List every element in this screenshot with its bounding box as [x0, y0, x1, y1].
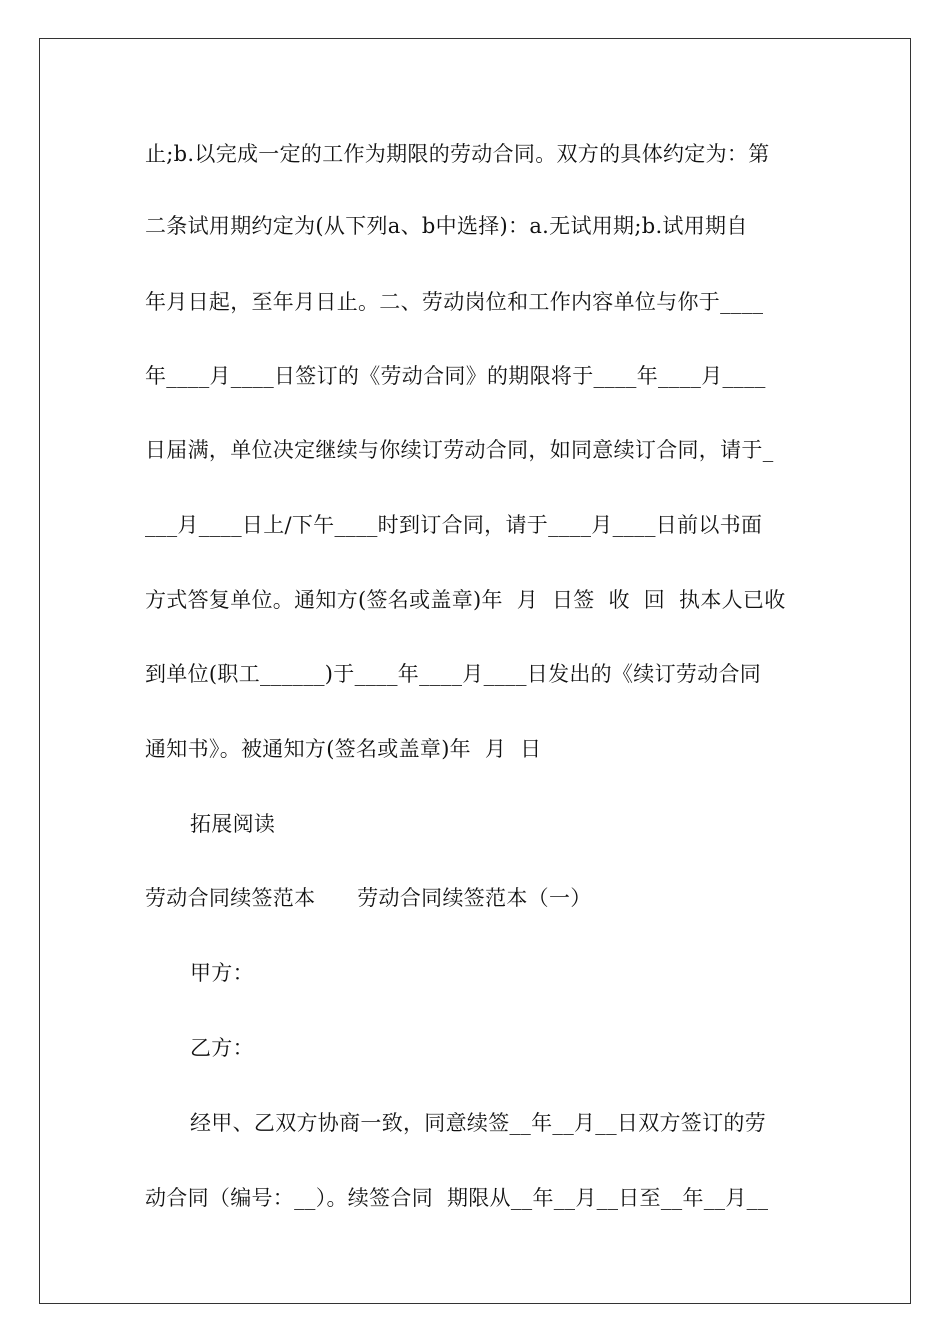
- body-line-2: 二条试用期约定为(从下列a、b中选择)：a.无试用期;b.试用期自: [145, 214, 748, 238]
- body-line-8: 到单位(职工______)于____年____月____日发出的《续订劳动合同: [145, 662, 762, 686]
- sample-title: 劳动合同续签范本 劳动合同续签范本（一）: [145, 886, 592, 910]
- body-line-5: 日届满，单位决定继续与你续订劳动合同，如同意续订合同，请于_: [145, 438, 774, 462]
- body-line-6: ___月____日上/下午____时到订合同，请于____月____日前以书面: [145, 513, 763, 537]
- body-line-1: 止;b.以完成一定的工作为期限的劳动合同。双方的具体约定为：第: [145, 142, 770, 166]
- party-a-line: 甲方：: [190, 961, 254, 985]
- body-line-9: 通知书》。被通知方(签名或盖章)年 月 日: [145, 737, 542, 761]
- body-line-15: 动合同（编号：__）。续签合同 期限从__年__月__日至__年__月__: [145, 1186, 769, 1210]
- body-line-4: 年____月____日签订的《劳动合同》的期限将于____年____月____: [145, 364, 766, 388]
- body-line-7: 方式答复单位。通知方(签名或盖章)年 月 日签 收 回 执本人已收: [145, 588, 786, 612]
- party-b-line: 乙方：: [190, 1036, 254, 1060]
- extended-reading-heading: 拓展阅读: [190, 812, 276, 836]
- body-line-14: 经甲、乙双方协商一致，同意续签__年__月__日双方签订的劳: [190, 1111, 766, 1135]
- body-line-3: 年月日起，至年月日止。二、劳动岗位和工作内容单位与你于____: [145, 290, 764, 314]
